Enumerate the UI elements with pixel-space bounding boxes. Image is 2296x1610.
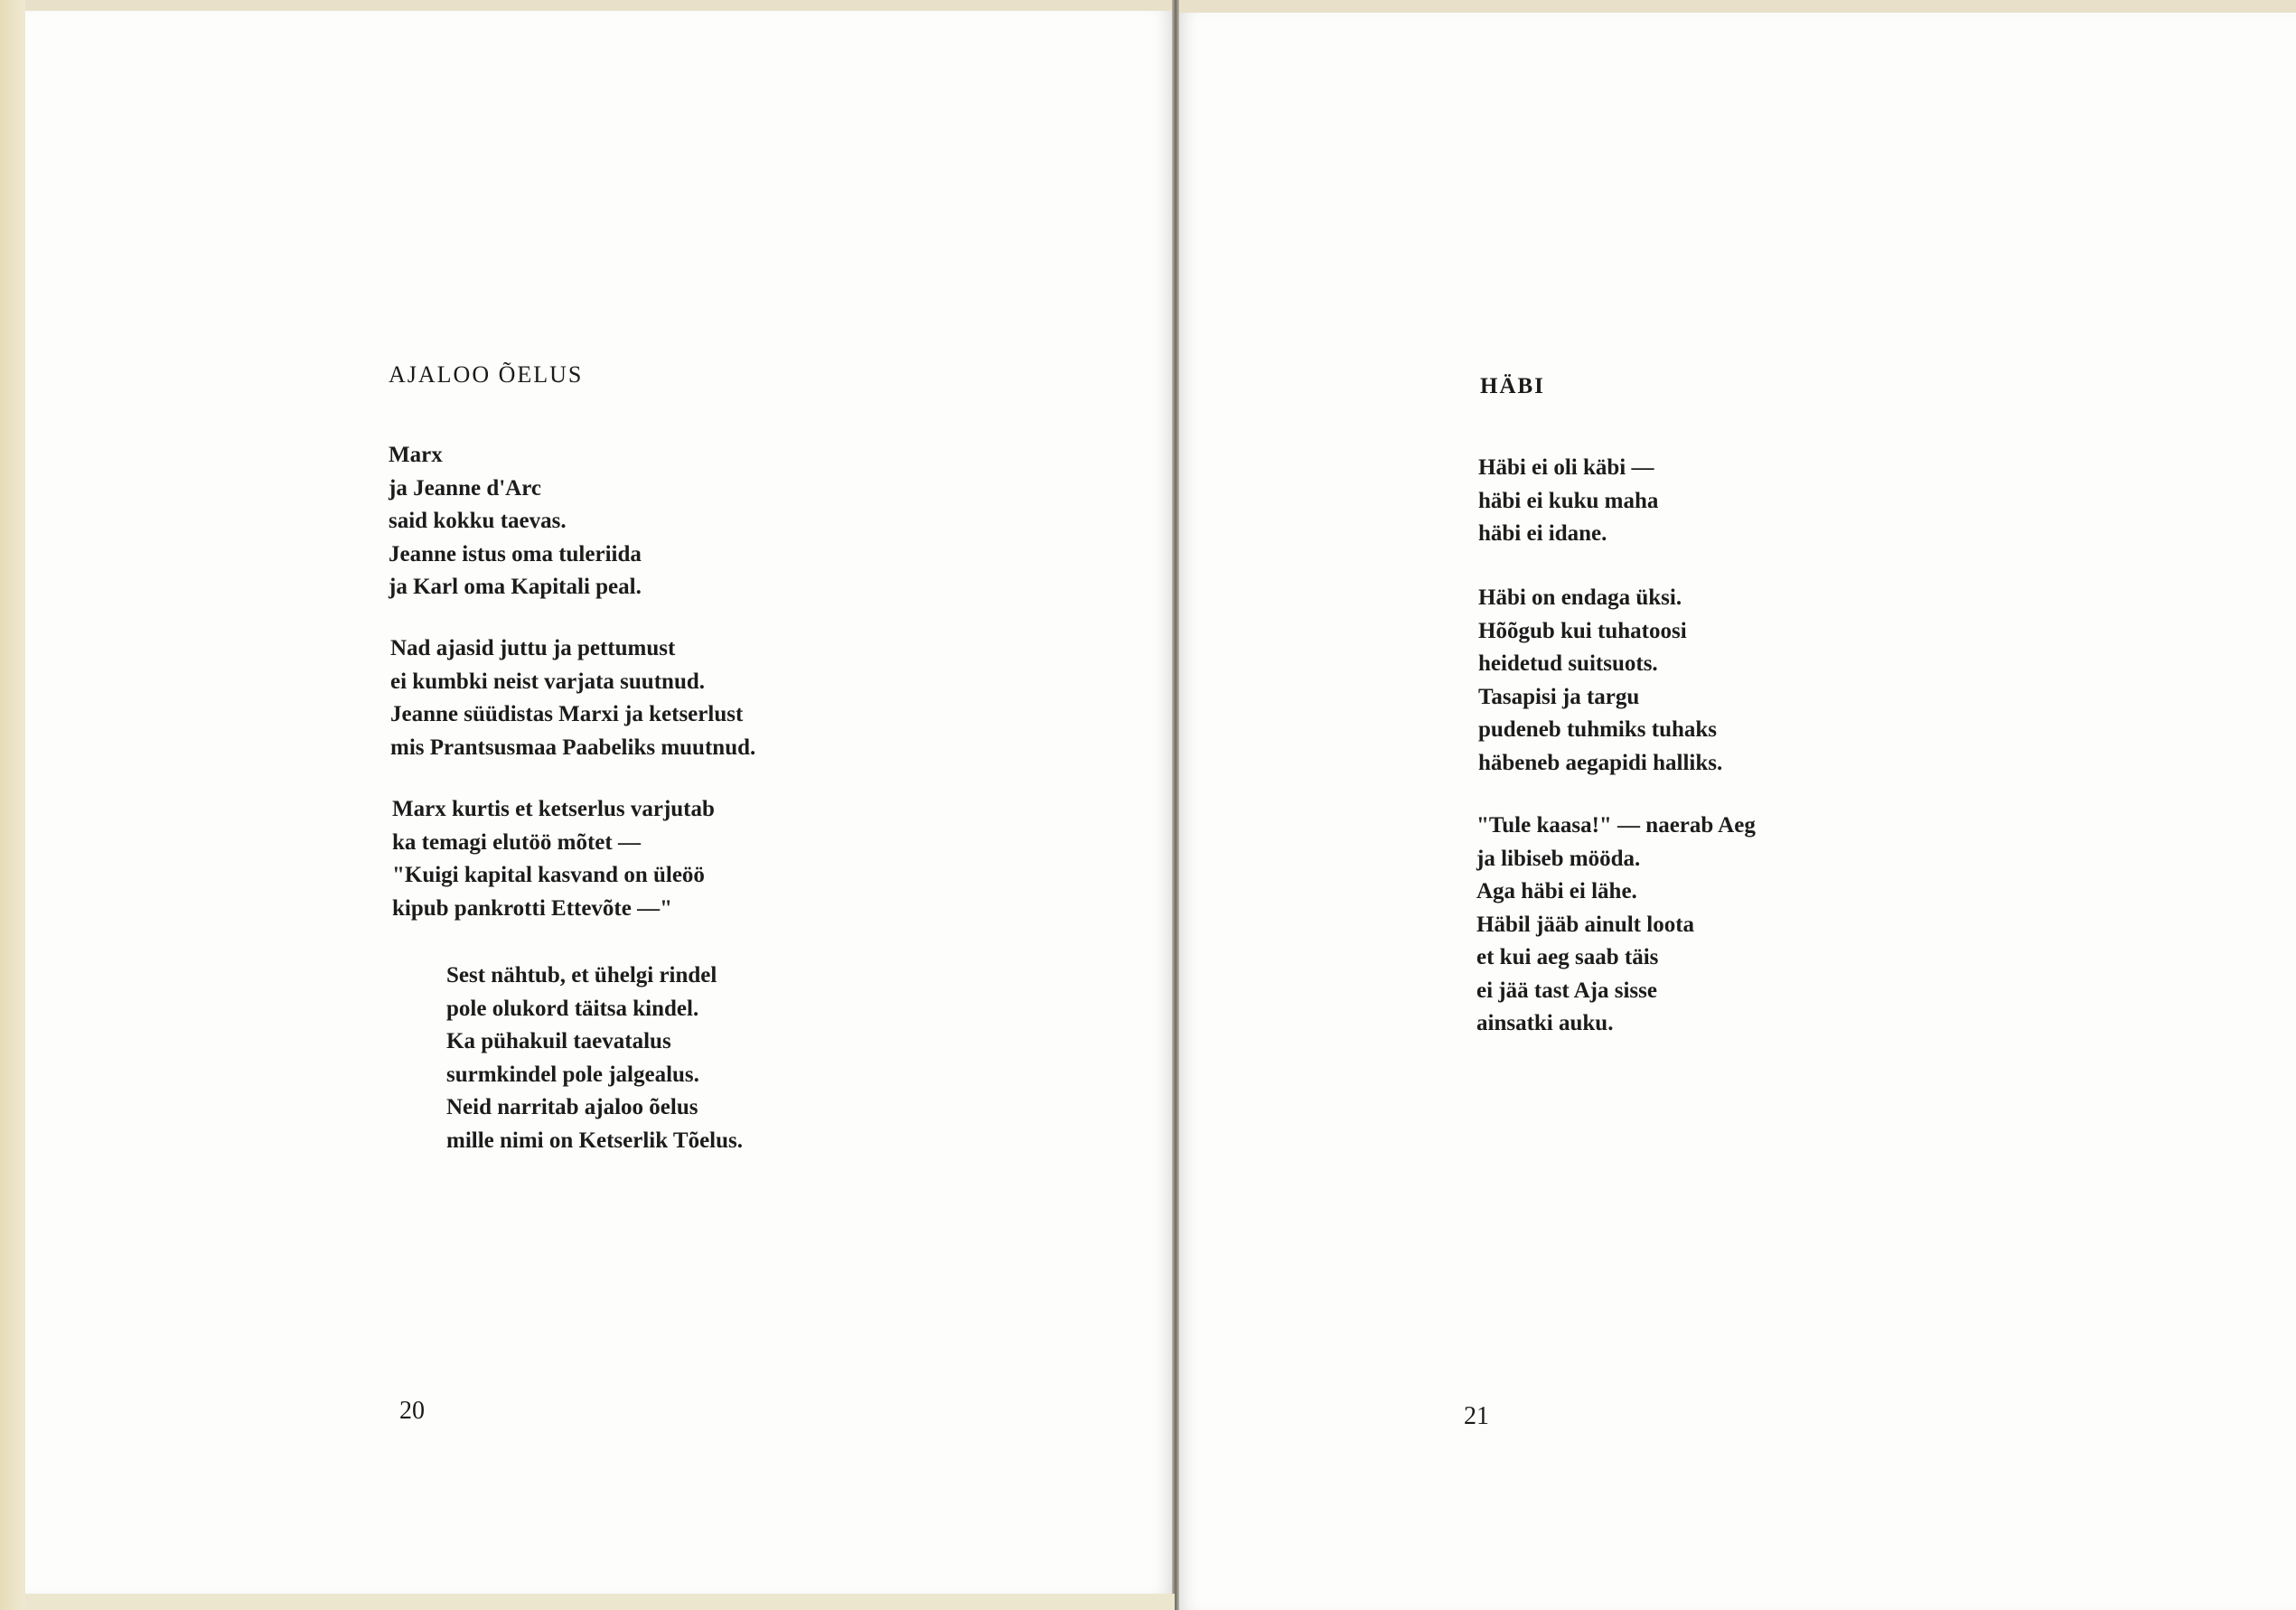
poem-line: mille nimi on Ketserlik Tõelus. [446,1128,744,1153]
poem-line: ainsatki auku. [1476,1011,1614,1035]
poem-line: ei jää tast Aja sisse [1476,978,1657,1003]
poem-title-ajaloo-oelus: AJALOO ÕELUS [389,361,584,388]
poem-line: surmkindel pole jalgealus. [446,1062,699,1087]
poem-line: Marx kurtis et ketserlus varjutab [392,797,715,821]
poem-line: Häbi ei oli käbi — [1478,455,1654,480]
right-page [1176,13,2296,1610]
book-gutter [1172,0,1179,1610]
poem-line: Marx [389,443,443,467]
poem-line: pole olukord täitsa kindel. [446,996,699,1021]
poem-line: Jeanne istus oma tuleriida [389,541,642,566]
poem-line: häbeneb aegapidi halliks. [1478,750,1723,775]
poem-line: ja Karl oma Kapitali peal. [389,575,642,599]
stanza-1 [389,439,642,604]
poem-line: "Tule kaasa!" — naerab Aeg [1476,813,1756,838]
page-bottom-edge [25,1594,1175,1610]
poem-line: et kui aeg saab täis [1476,945,1659,969]
poem-line: Sest nähtub, et ühelgi rindel [446,963,717,988]
poem-line: said kokku taevas. [389,509,567,533]
poem-title-habi: HÄBI [1480,374,1545,398]
poem-line: Jeanne süüdistas Marxi ja ketserlust [390,702,744,726]
poem-line: mis Prantsusmaa Paabeliks muutnud. [390,735,756,760]
poem-line: "Kuigi kapital kasvand on üleöö [392,863,705,887]
page-number: 21 [1464,1402,1489,1430]
poem-line: Hõõgub kui tuhatoosi [1478,618,1687,643]
stanza-4 [446,959,743,1157]
poem-line: kipub pankrotti Ettevõte —" [392,895,672,921]
poem-line: Häbil jääb ainult loota [1476,912,1695,937]
poem-line: Ka pühakuil taevatalus [446,1029,671,1053]
poem-line: ka temagi elutöö mõtet — [392,829,641,855]
poem-line: heidetud suitsuots. [1478,651,1658,676]
page-number: 20 [399,1397,425,1425]
stanza-1 [1478,452,1658,551]
poem-line: Nad ajasid juttu ja pettumust [390,636,676,660]
book-edge [0,0,25,1610]
poem-line: häbi ei idane. [1478,521,1607,546]
stanza-2 [390,632,755,764]
poem-line: ja libiseb mööda. [1476,846,1641,871]
poem-line: Tasapisi ja targu [1478,684,1640,709]
poem-line: pudeneb tuhmiks tuhaks [1478,717,1718,742]
poem-line: Aga häbi ei lähe. [1476,879,1637,903]
left-page [25,11,1175,1594]
poem-line: Häbi on endaga üksi. [1478,585,1682,610]
poem-line: ja Jeanne d'Arc [389,475,541,501]
poem-line: Neid narritab ajaloo õelus [446,1095,698,1119]
poem-line: häbi ei kuku maha [1478,488,1659,513]
stanza-3 [1476,810,1756,1041]
stanza-2 [1478,582,1722,780]
poem-line: ei kumbki neist varjata suutnud. [390,669,705,694]
stanza-3 [392,793,715,925]
